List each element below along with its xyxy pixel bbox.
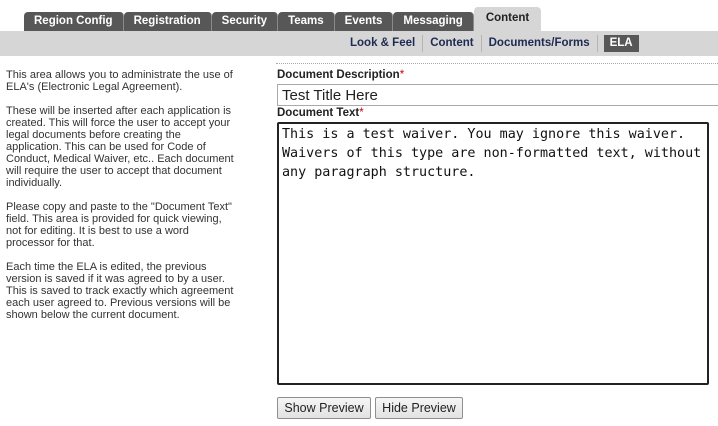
subnav-ela[interactable]: ELA [604, 35, 639, 52]
description-paragraph-intro: This area allows you to administrate the use of ELA's (Electronic Legal Agreement). [6, 69, 233, 93]
subnav-documents-forms[interactable]: Documents/Forms [482, 35, 598, 52]
sub-nav [343, 35, 639, 52]
tab-teams[interactable]: Teams [278, 12, 335, 31]
tab-region-config[interactable]: Region Config [24, 12, 124, 31]
hide-preview-button[interactable]: Hide Preview [375, 397, 463, 419]
tab-security[interactable]: Security [212, 12, 278, 31]
required-mark: * [359, 107, 364, 119]
form-divider [276, 63, 718, 64]
description-paragraph-insertion: These will be inserted after each application is created. This will force the user to accept your legal documents before creating the application. This can be used for Code of Conduct, Medical Waiver, etc.. Each document will require the user to accept that document individually. [6, 105, 234, 189]
document-text-label [277, 107, 364, 119]
document-description-label [277, 69, 404, 81]
tab-events[interactable]: Events [335, 12, 394, 31]
tab-messaging[interactable]: Messaging [393, 12, 473, 31]
main-tabs [24, 12, 541, 31]
ela-description [6, 69, 238, 333]
main-tab-bar [0, 0, 718, 31]
description-paragraph-copy-paste: Please copy and paste to the "Document Text" field. This area is provided for quick viewing, not for editing. It is best to use a word processor for that. [6, 201, 232, 249]
subnav-look-and-feel[interactable]: Look & Feel [343, 35, 423, 52]
sub-nav-bar [0, 31, 718, 56]
subnav-content[interactable]: Content [423, 35, 481, 52]
required-mark: * [399, 69, 405, 81]
tab-content[interactable]: Content [474, 7, 541, 31]
tab-registration[interactable]: Registration [124, 12, 212, 31]
document-text-label-text: Document Text [277, 107, 360, 119]
show-preview-button[interactable]: Show Preview [277, 397, 371, 419]
document-description-input[interactable] [277, 84, 718, 106]
description-paragraph-versioning: Each time the ELA is edited, the previous version is saved if it was agreed to by a user. This is saved to track exactly which agreement each user agreed to. Previous versions will be shown below the current document. [6, 261, 234, 321]
document-text-area[interactable] [277, 122, 709, 385]
document-description-label-text: Document Description [277, 69, 400, 81]
